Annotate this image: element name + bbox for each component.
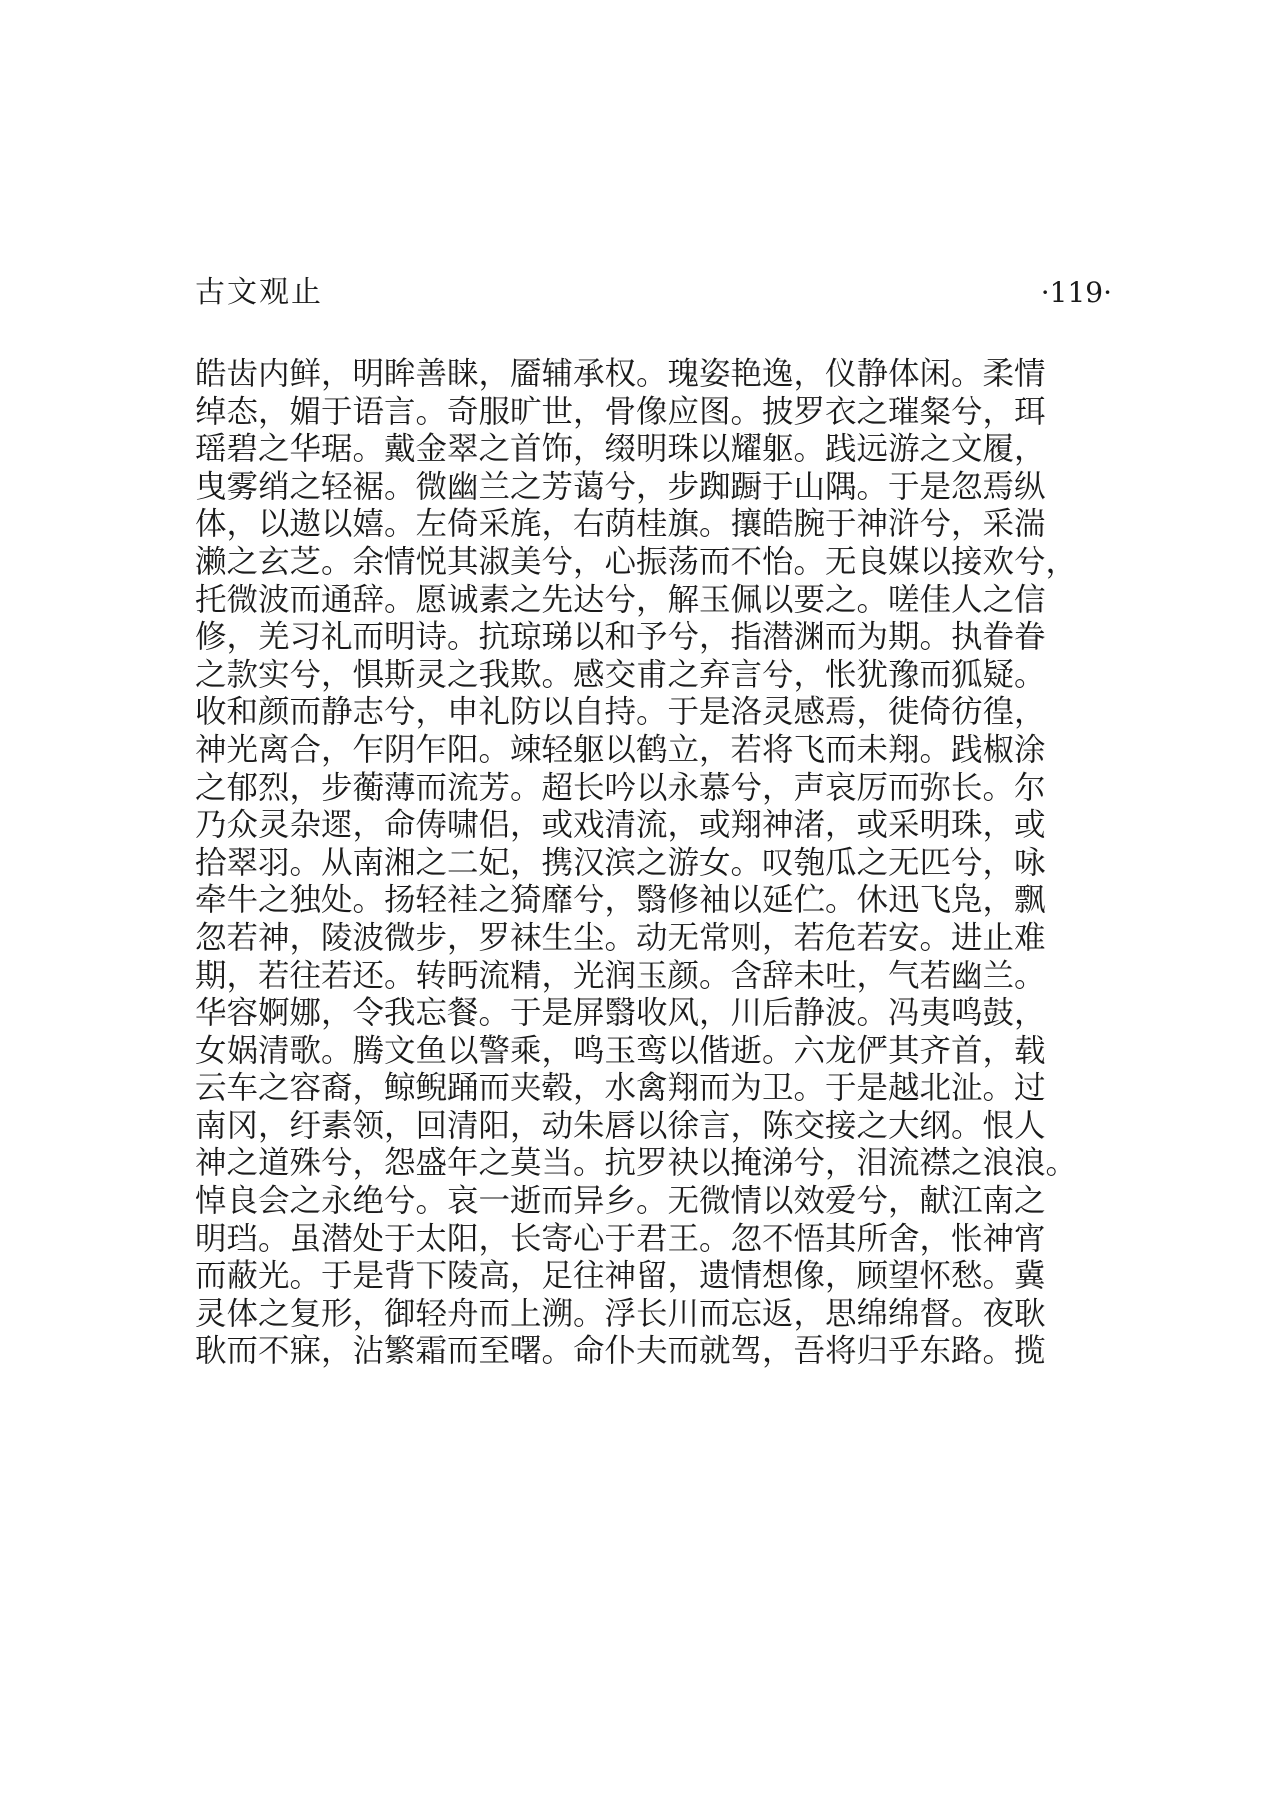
text-line: 乃众灵杂遝，命俦啸侣，或戏清流，或翔神渚，或采明珠，或 <box>195 807 1046 844</box>
text-line: 曳雾绡之轻裾。微幽兰之芳蔼兮，步踟蹰于山隅。于是忽焉纵 <box>195 468 1046 505</box>
text-line: 灵体之复形，御轻舟而上溯。浮长川而忘返，思绵绵督。夜耿 <box>195 1295 1046 1332</box>
text-line: 华容婀娜，令我忘餐。于是屏翳收风，川后静波。冯夷鸣鼓， <box>195 995 1046 1032</box>
text-line: 牵牛之独处。扬轻袿之猗靡兮，翳修袖以延伫。休迅飞凫，飘 <box>195 882 1046 919</box>
text-line: 绰态，媚于语言。奇服旷世，骨像应图。披罗衣之璀粲兮，珥 <box>195 393 1046 430</box>
text-line: 神之道殊兮，怨盛年之莫当。抗罗袂以掩涕兮，泪流襟之浪浪。 <box>195 1145 1078 1182</box>
text-line: 期，若往若还。转眄流精，光润玉颜。含辞未吐，气若幽兰。 <box>195 957 1046 994</box>
text-line: 拾翠羽。从南湘之二妃，携汉滨之游女。叹匏瓜之无匹兮，咏 <box>195 844 1046 881</box>
text-line: 忽若神，陵波微步，罗袜生尘。动无常则，若危若安。进止难 <box>195 919 1046 956</box>
text-line: 云车之容裔，鲸鲵踊而夹毂，水禽翔而为卫。于是越北沚。过 <box>195 1070 1046 1107</box>
text-line: 之款实兮，惧斯灵之我欺。感交甫之弃言兮，怅犹豫而狐疑。 <box>195 656 1046 693</box>
text-line: 托微波而通辞。愿诚素之先达兮，解玉佩以要之。嗟佳人之信 <box>195 581 1046 618</box>
text-line: 悼良会之永绝兮。哀一逝而异乡。无微情以效爱兮，献江南之 <box>195 1183 1046 1220</box>
text-line: 之郁烈，步蘅薄而流芳。超长吟以永慕兮，声哀厉而弥长。尔 <box>195 769 1046 806</box>
text-line: 而蔽光。于是背下陵高，足往神留，遗情想像，顾望怀愁。冀 <box>195 1258 1046 1295</box>
text-line: 修，羌习礼而明诗。抗琼珶以和予兮，指潜渊而为期。执眷眷 <box>195 619 1046 656</box>
text-line: 体，以遨以嬉。左倚采旄，右荫桂旗。攘皓腕于神浒兮，采湍 <box>195 506 1046 543</box>
text-line: 明珰。虽潜处于太阳，长寄心于君王。忽不悟其所舍，怅神宵 <box>195 1220 1046 1257</box>
book-title: 古文观止 <box>195 275 323 310</box>
text-line: 濑之玄芝。余情悦其淑美兮，心振荡而不怡。无良媒以接欢兮， <box>195 543 1078 580</box>
text-line: 收和颜而静志兮，申礼防以自持。于是洛灵感焉，徙倚彷徨， <box>195 694 1046 731</box>
page-number: ·119· <box>1040 276 1112 309</box>
text-line: 神光离合，乍阴乍阳。竦轻躯以鹤立，若将飞而未翔。践椒涂 <box>195 731 1046 768</box>
text-line: 南冈，纡素领，回清阳，动朱唇以徐言，陈交接之大纲。恨人 <box>195 1107 1046 1144</box>
text-line: 女娲清歌。腾文鱼以警乘，鸣玉鸾以偕逝。六龙俨其齐首，载 <box>195 1032 1046 1069</box>
page-header <box>195 270 1112 316</box>
text-line: 瑶碧之华琚。戴金翠之首饰，缀明珠以耀躯。践远游之文履， <box>195 431 1046 468</box>
text-line: 皓齿内鲜，明眸善睐，靥辅承权。瑰姿艳逸，仪静体闲。柔情 <box>195 356 1046 392</box>
body-text <box>195 356 1120 1371</box>
text-line: 耿而不寐，沾繁霜而至曙。命仆夫而就驾，吾将归乎东路。揽 <box>195 1333 1046 1370</box>
